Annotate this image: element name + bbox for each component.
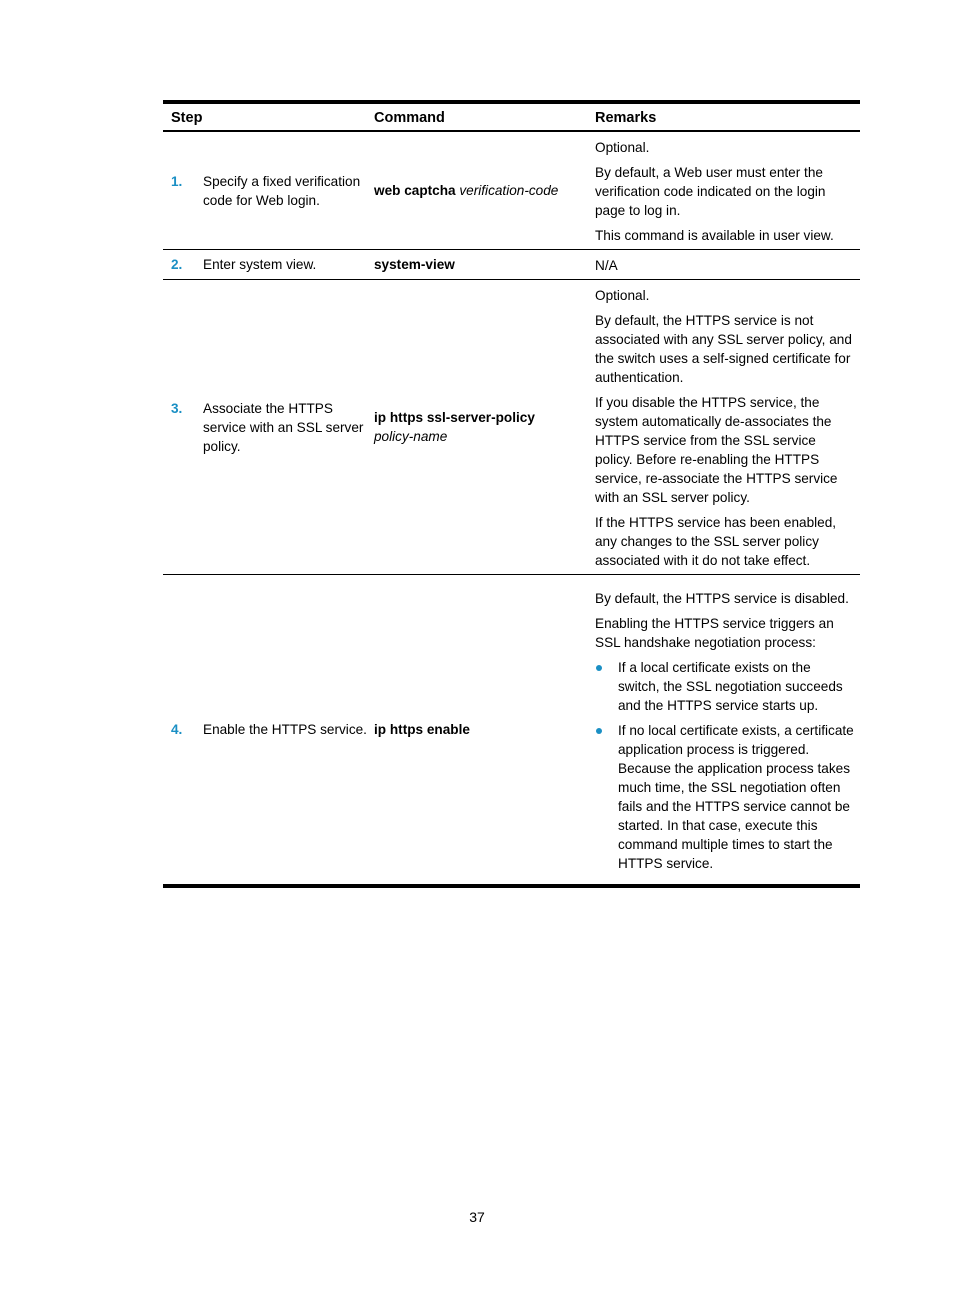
step-cell bbox=[163, 172, 374, 210]
remarks-cell bbox=[595, 583, 860, 877]
remark-paragraph: If the HTTPS service has been enabled, any changes to the SSL server policy associated with it do not take effect. bbox=[595, 515, 837, 568]
command-argument: verification-code bbox=[459, 183, 559, 198]
page-number: 37 bbox=[469, 1209, 485, 1225]
bullet-dot-icon bbox=[596, 665, 602, 671]
header-command: Command bbox=[374, 110, 445, 126]
remark-paragraph: Enabling the HTTPS service triggers an SSL handshake negotiation process: bbox=[595, 615, 834, 650]
remark-bullet-item bbox=[595, 721, 854, 873]
remark-bullet-item bbox=[595, 658, 854, 715]
remarks-cell bbox=[595, 254, 860, 275]
table-bottom-rule bbox=[163, 884, 860, 888]
remark-paragraph: This command is available in user view. bbox=[595, 228, 834, 243]
step-number: 3. bbox=[171, 400, 183, 416]
table-row bbox=[163, 132, 860, 249]
remark-paragraph: By default, the HTTPS service is not associated with any SSL server policy, and the switch uses a self-signed certificate for authentication. bbox=[595, 313, 852, 385]
command-table bbox=[163, 100, 860, 888]
remark-bullet-list bbox=[595, 658, 854, 873]
step-cell bbox=[163, 255, 374, 274]
step-text: Enter system view. bbox=[203, 257, 317, 272]
remarks-cell bbox=[595, 132, 860, 249]
command-keyword: ip https enable bbox=[374, 722, 470, 737]
remark-paragraph: If you disable the HTTPS service, the system automatically de-associates the HTTPS service from the SSL service policy. Before re-enabling the HTTPS service, re-associate the HTTPS service with an SSL server policy. bbox=[595, 395, 838, 505]
remark-paragraph: By default, a Web user must enter the verification code indicated on the login page to log in. bbox=[595, 165, 826, 218]
command-keyword: system-view bbox=[374, 257, 455, 272]
remarks-cell bbox=[595, 280, 860, 574]
step-text: Specify a fixed verification code for Web login. bbox=[203, 173, 361, 208]
command-cell bbox=[374, 255, 595, 274]
step-cell bbox=[163, 399, 374, 456]
table-row bbox=[163, 250, 860, 279]
command-argument: policy-name bbox=[374, 429, 448, 444]
command-cell bbox=[374, 408, 595, 446]
table-row bbox=[163, 575, 860, 884]
bullet-text: If no local certificate exists, a certificate application process is triggered. Because the application process takes much time, the SSL negotiation often fails and the HTTPS service cannot be started. In that case, execute this command multiple times to start the HTTPS service. bbox=[618, 722, 854, 871]
step-cell bbox=[163, 720, 374, 739]
table-row bbox=[163, 280, 860, 574]
command-keyword: web captcha bbox=[374, 183, 456, 198]
bullet-dot-icon bbox=[596, 728, 602, 734]
command-cell bbox=[374, 181, 595, 200]
remark-paragraph: N/A bbox=[595, 258, 618, 273]
command-cell bbox=[374, 720, 595, 739]
step-number: 4. bbox=[171, 722, 183, 737]
header-step: Step bbox=[171, 110, 203, 126]
remark-paragraph: Optional. bbox=[595, 140, 650, 155]
remark-paragraph: Optional. bbox=[595, 288, 650, 303]
step-number: 1. bbox=[171, 173, 183, 189]
command-keyword: ip https ssl-server-policy bbox=[374, 410, 535, 425]
step-text: Enable the HTTPS service. bbox=[203, 722, 367, 737]
step-text: Associate the HTTPS service with an SSL server policy. bbox=[203, 400, 364, 454]
table-header bbox=[163, 104, 860, 130]
header-remarks: Remarks bbox=[595, 110, 657, 126]
step-number: 2. bbox=[171, 257, 183, 272]
remark-paragraph: By default, the HTTPS service is disabled. bbox=[595, 590, 849, 606]
bullet-text: If a local certificate exists on the switch, the SSL negotiation succeeds and the HTTPS service starts up. bbox=[618, 659, 843, 713]
